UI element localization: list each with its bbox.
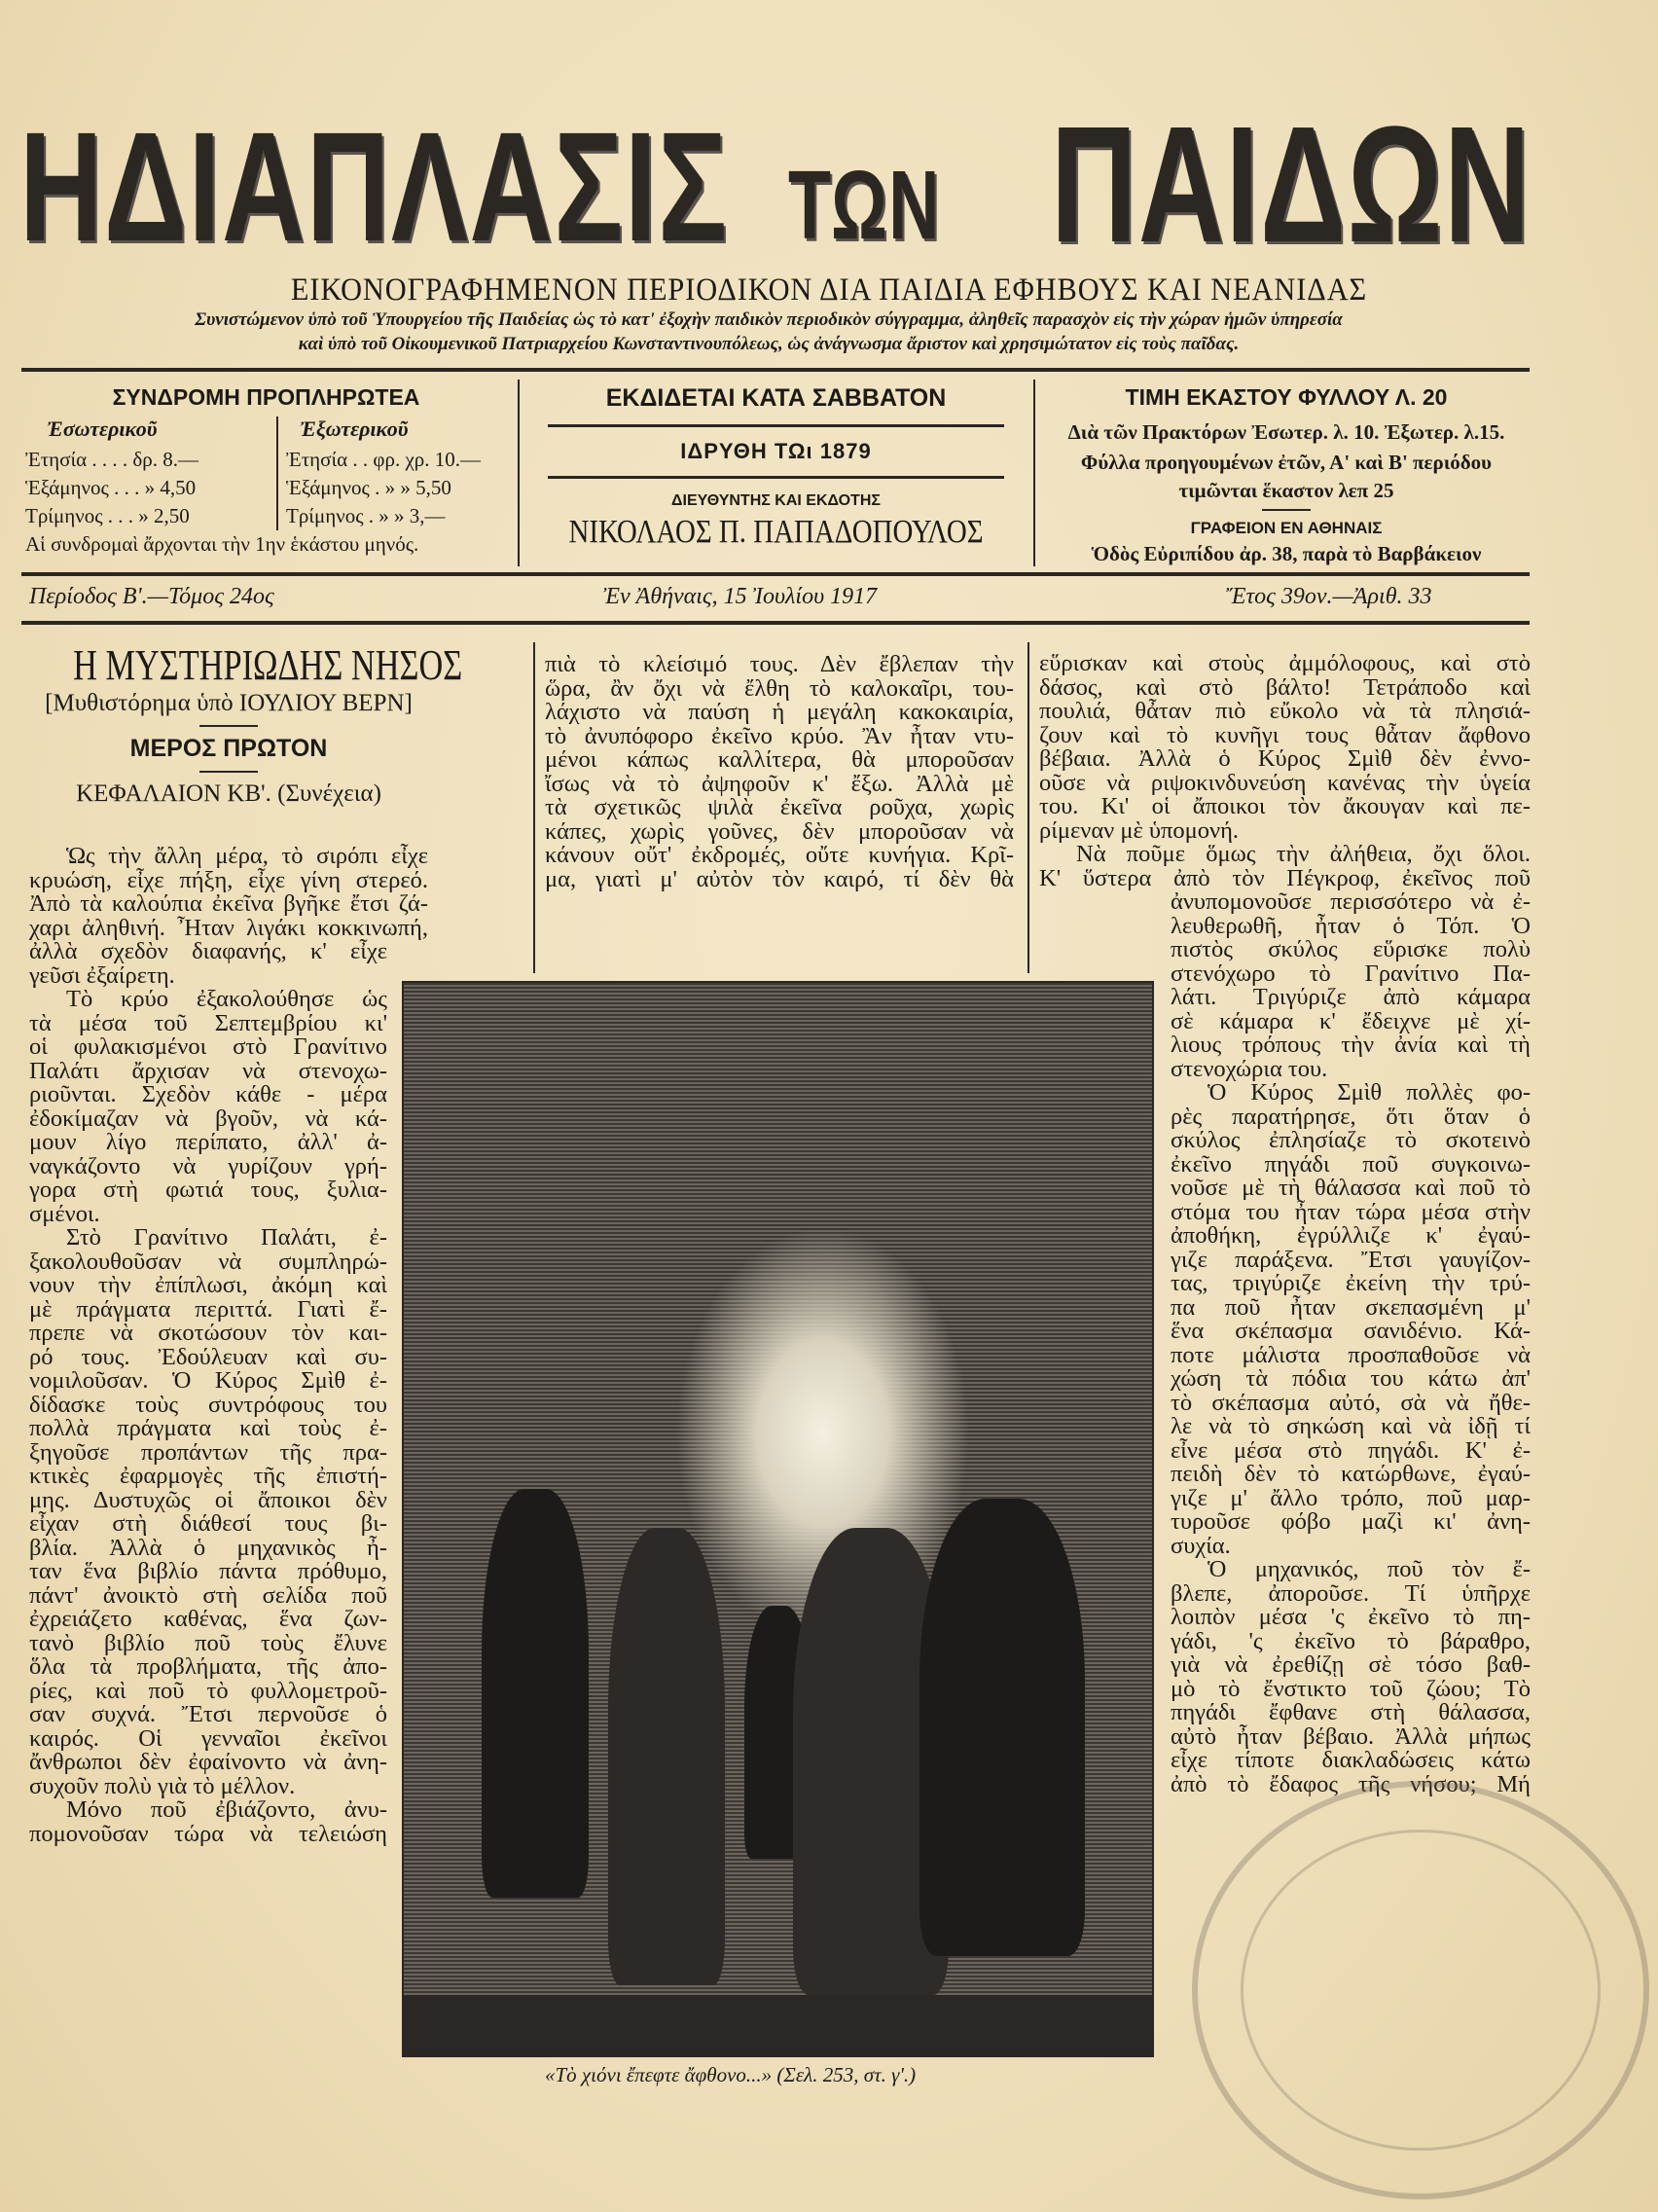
- subscription-note: Αἱ συνδρομαὶ ἄρχονται τὴν 1ην ἑκάστου μηνός.: [25, 532, 419, 556]
- text-line: μένοι κάπως καλλίτερα, θὰ μποροῦσαν: [545, 746, 1014, 773]
- publication-schedule: ΕΚΔΙΔΕΤΑΙ ΚΑΤΑ ΣΑΒΒΑΤΟΝ: [605, 384, 947, 412]
- divider: [518, 380, 520, 566]
- text-line: λευθερωθῆ, ἦταν ὁ Τόπ. Ὁ: [1171, 912, 1531, 939]
- rate-row: Ἑξάμηνος . . . » 4,50: [25, 476, 197, 499]
- text-line: ὥρα, ἂν ὄχι νὰ ἔλθη τὸ καλοκαῖρι, του-: [545, 674, 1014, 702]
- subscription-box: [25, 384, 507, 557]
- cave-floor: [404, 1995, 1152, 2055]
- text-line: αὐτὸ ἦταν βέβαιο. Ἀλλὰ μήπως: [1171, 1722, 1531, 1750]
- text-line: τὰ μέσα τοῦ Σεπτεμβρίου κι': [29, 1009, 387, 1036]
- text-line: ἐδοκίμαζαν νὰ βγοῦν, νὰ κά-: [29, 1105, 387, 1132]
- text-line: οἱ φυλακισμένοι στὸ Γρανίτινο: [29, 1033, 387, 1060]
- text-line: κτικὲς ἐφαρμογὲς τῆς ἐπιστή-: [29, 1463, 387, 1489]
- text-line: κρυώση, εἶχε πήξη, εἶχε γίνη στερεό.: [29, 866, 428, 893]
- illustration-cave-snow: [402, 981, 1154, 2057]
- text-line: ποτε μάλιστα προσπαθοῦσε νὰ: [1171, 1341, 1531, 1368]
- column-divider: [533, 642, 535, 973]
- text-line: Τὸ κρύο ἐξακολούθησε ὡς: [66, 986, 387, 1012]
- text-line: λοιπὸν μέσα 'ς ἐκεῖνο τὸ πη-: [1171, 1604, 1531, 1630]
- text-line: μουν λίγο περίπατο, ἀλλ' ἀ-: [29, 1129, 387, 1155]
- text-line: ἀνυπομονοῦσε περισσότερο νὰ ἐ-: [1171, 888, 1531, 915]
- masthead-tagline-1: Συνιστώμενον ὑπὸ τοῦ Ὑπουργείου τῆς Παιδείας ὡς τὸ κατ' ἐξοχὴν παιδικὸν περιοδικὸν σύγγραμμα, ἀληθεῖς παρασχὸν εἰς τὴν χώραν ἡμῶν ὑπηρεσία: [195, 309, 1343, 330]
- text-line: κάνουν οὔτ' ἐκδρομές, οὔτε κυνήγια. Κρῖ-: [545, 842, 1014, 868]
- text-line: εἶχαν στὴ διάθεσί τους βι-: [29, 1510, 387, 1537]
- issue-period: Περίοδος Β'.—Τόμος 24ος: [29, 584, 274, 609]
- text-line: ἀλλὰ σχεδὸν διαφανής, κ' εἶχε: [29, 938, 387, 964]
- rate-row: Τρίμηνος . » » 3,—: [286, 504, 446, 527]
- figure-silhouette: [608, 1528, 725, 1985]
- text-line: Ὁ μηχανικός, ποῦ τὸν ἔ-: [1207, 1556, 1531, 1582]
- text-line: δάσος, καὶ στὸ βάλτο! Τετράποδο καὶ: [1039, 673, 1531, 701]
- text-line: νουν τὴν ἐπίπλωσι, ἀκόμη καὶ: [29, 1272, 387, 1298]
- subscription-heading: ΣΥΝΔΡΟΜΗ ΠΡΟΠΛΗΡΩΤΕΑ: [112, 384, 420, 410]
- text-line: μης. Δυστυχῶς οἱ ἄποικοι δὲν: [29, 1486, 387, 1513]
- text-line: πουλιά, θἆταν πιὸ εὔκολο νὰ τὰ πλησιά-: [1039, 698, 1531, 724]
- text-line: γορα στὴ φωτιά τους, ξυλια-: [29, 1177, 387, 1203]
- library-stamp-inner-ring: [1241, 1830, 1601, 2151]
- text-line: πα ποῦ ἦταν σκεπασμένη μ': [1171, 1293, 1531, 1321]
- text-line: ριοῦνται. Σχεδὸν κάθε - μέρα: [29, 1081, 387, 1107]
- price-heading: ΤΙΜΗ ΕΚΑΣΤΟΥ ΦΥΛΛΟΥ Λ. 20: [1125, 384, 1448, 410]
- text-line: ἐκεῖνο πηγάδι ποῦ συγκοινω-: [1171, 1150, 1531, 1178]
- text-line: πρεπε νὰ σκοτώσουν τὸν και-: [29, 1320, 387, 1346]
- text-line: πομονοῦσαν τώρα νὰ τελειώση: [29, 1820, 387, 1847]
- text-line: ζουν καὶ τὸ κυνῆγι τους θἆταν ἄφθονο: [1039, 721, 1531, 748]
- figure-silhouette: [482, 1489, 589, 1898]
- text-line: καιρός. Οἱ γενναῖοι ἐκεῖνοι: [29, 1724, 387, 1752]
- text-line: συχοῦν πολὺ γιὰ τὸ μέλλον.: [29, 1772, 296, 1799]
- divider: [21, 368, 1530, 372]
- foreign-label: Ἐξωτερικοῦ: [300, 417, 409, 441]
- text-line: λε νὰ τὸ σηκώση καὶ νὰ ἰδῇ τί: [1171, 1413, 1531, 1439]
- text-line: στενόχωρο τὸ Γρανίτινο Πα-: [1171, 960, 1531, 987]
- text-line: γιὰ νὰ ἐρεθίζῃ σὲ τόσο βαθ-: [1171, 1651, 1531, 1678]
- text-line: δίδασκε τοὺς συντρόφους του: [29, 1391, 387, 1418]
- text-line: Ὁ Κύρος Σμὶθ πολλὲς φο-: [1207, 1079, 1531, 1106]
- text-line: τὰ σχετικῶς ψιλὰ ἐκεῖνα ροῦχα, χωρὶς: [545, 794, 1014, 820]
- text-line: του. Κι' οἱ ἄποικοι τὸν ἄκουγαν καὶ πε-: [1039, 793, 1531, 819]
- masthead-subtitle: ΕΙΚΟΝΟΓΡΑΦΗΜΕΝΟΝ ΠΕΡΙΟΔΙΚΟΝ ΔΙΑ ΠΑΙΔΙΑ ΕΦΗΒΟΥΣ ΚΑΙ ΝΕΑΝΙΔΑΣ: [290, 272, 1368, 308]
- text-line: ὅλα τὰ προβλήματα, τῆς ἀπο-: [29, 1653, 387, 1680]
- domestic-label: Ἐσωτερικοῦ: [47, 417, 158, 441]
- text-line: κάπες, χωρὶς γοῦνες, δὲν μποροῦσαν νὰ: [545, 817, 1014, 845]
- text-line: χαρι ἀληθινή. Ἦταν λιγάκι κοκκινωπή,: [29, 914, 428, 941]
- text-line: γιζε μ' ἄλλο τρόπο, ποῦ μαρ-: [1171, 1484, 1531, 1511]
- text-line: Ὡς τὴν ἄλλη μέρα, τὸ σιρόπι εἶχε: [66, 843, 428, 869]
- text-line: ξηγοῦσε προπάντων τῆς πρα-: [29, 1438, 387, 1466]
- rate-row: Ἑξάμηνος . » » 5,50: [286, 476, 451, 499]
- rate-row: Ἐτησία . . φρ. χρ. 10.—: [286, 448, 482, 471]
- text-line: Ἀπὸ τὰ καλούπια ἐκεῖνα βγῆκε ἔτσι ζά-: [29, 890, 428, 917]
- logo-text-ton: ΤΩΝ: [788, 151, 941, 260]
- agents-price: Διὰ τῶν Πρακτόρων Ἐσωτερ. λ. 10. Ἐξωτερ. λ.15.: [1067, 420, 1505, 444]
- logo-text-diaplasis: ΗΔΙΑΠΛΑΣΙΣ: [19, 99, 729, 273]
- text-line: τανὸ βιβλίο ποῦ τοὺς ἔλυνε: [29, 1629, 387, 1656]
- text-line: ἴσως νὰ τὸ ἀψηφοῦν κ' ἔξω. Ἀλλὰ μὲ: [545, 770, 1014, 797]
- text-line: πειδὴ δὲν τὸ κατώρθωνε, ἐγαύ-: [1171, 1461, 1531, 1487]
- divider: [21, 572, 1530, 576]
- text-line: ρίες, καὶ ποῦ τὸ φυλλομετροῦ-: [29, 1677, 387, 1704]
- text-line: τυροῦσε φόβο μαζὶ κι' ἀνη-: [1171, 1508, 1531, 1535]
- founded-year: ΙΔΡΥΘΗ ΤΩι 1879: [680, 439, 872, 463]
- text-line: σμένοι.: [29, 1200, 100, 1227]
- text-line: Μόνο ποῦ ἐβιάζοντο, ἀνυ-: [66, 1796, 387, 1823]
- text-line: πηγάδι ἔφθανε στὴ θάλασσα,: [1171, 1699, 1531, 1725]
- issue-date: Ἐν Ἀθήναις, 15 Ἰουλίου 1917: [603, 584, 878, 609]
- text-line: βλεπε, ἀποροῦσε. Τί ὑπῆρχε: [1171, 1579, 1531, 1607]
- text-line: εὕρισκαν καὶ στοὺς ἀμμόλοφους, καὶ στὸ: [1039, 650, 1531, 676]
- text-line: Παλάτι ἄρχισαν νὰ στενοχω-: [29, 1057, 387, 1084]
- text-line: ξακολουθοῦσαν νὰ συμπληρώ-: [29, 1248, 387, 1275]
- article-chapter: ΚΕΦΑΛΑΙΟΝ ΚΒ'. (Συνέχεια): [76, 780, 381, 807]
- text-line: συχία.: [1171, 1532, 1231, 1559]
- text-line: λάτι. Τριγύριζε ἀπὸ κάμαρα: [1171, 984, 1531, 1010]
- text-line: σὲ κάμαρα κ' ἔδειχνε μὲ χί-: [1171, 1007, 1531, 1034]
- director-label: ΔΙΕΥΘΥΝΤΗΣ ΚΑΙ ΕΚΔΟΤΗΣ: [671, 492, 881, 509]
- text-line: νοῦσε μὲ τὴ θάλασσα καὶ ποῦ τὸ: [1171, 1175, 1531, 1201]
- text-line: μὲ πράγματα περιττά. Γιατὶ ἔ-: [29, 1295, 387, 1323]
- text-line: ναγκάζοντο νὰ γυρίζουν γρή-: [29, 1152, 387, 1179]
- text-line: μα, γιατὶ μ' αὐτὸν τὸν καιρό, τί δὲν θὰ: [545, 865, 1014, 892]
- rate-row: Ἐτησία . . . . δρ. 8.—: [25, 448, 198, 471]
- text-line: τὸ ἀνυπόφορο ἐκεῖνο κρύο. Ἂν ἦταν ντυ-: [545, 722, 1014, 749]
- article-column-1: [29, 841, 428, 1847]
- text-line: ρό τους. Ἐδούλευαν καὶ συ-: [29, 1343, 387, 1370]
- back-issues-line-2: τιμῶνται ἕκαστον λεπ 25: [1178, 479, 1394, 502]
- illustration-caption: «Τὸ χιόνι ἔπεφτε ἄφθονο...» (Σελ. 253, στ. γ'.): [545, 2063, 917, 2086]
- text-line: ρίμεναν μὲ ὑπομονή.: [1039, 816, 1240, 844]
- rate-row: Τρίμηνος . . . » 2,50: [25, 504, 190, 527]
- text-line: γάδι, 'ς ἐκεῖνο τὸ βάραθρο,: [1171, 1627, 1531, 1654]
- text-line: γεῦσι ἐξαίρετη.: [29, 961, 175, 989]
- text-line: οῦσε νὰ ριψοκινδυνεύση κανένας τὴν ὑγεία: [1039, 769, 1531, 796]
- text-line: ἕνα σκέπασμα σανιδένιο. Κά-: [1171, 1318, 1531, 1344]
- text-line: ἀποθήκη, ἐγρύλλιζε κ' ἐγαύ-: [1171, 1222, 1531, 1249]
- text-line: πάντ' ἀνοικτὸ στὴ σελίδα ποῦ: [29, 1581, 387, 1609]
- text-line: ταν ἕνα βιβλίο πάντα πρόθυμο,: [29, 1558, 387, 1584]
- text-line: Νὰ ποῦμε ὅμως τὴν ἀλήθεια, ὄχι ὅλοι.: [1076, 841, 1531, 867]
- article-header: [29, 640, 463, 808]
- article-column-2: [545, 649, 1014, 892]
- masthead-logo: [19, 90, 1532, 277]
- domestic-rates: [25, 417, 278, 530]
- logo-text-paidon: ΠΑΙΔΩΝ: [1051, 92, 1532, 277]
- text-line: στενοχώρια του.: [1171, 1055, 1328, 1082]
- text-line: χώση τὰ πόδια του κάτω ἀπ': [1171, 1365, 1531, 1392]
- text-line: βλία. Ἀλλὰ ὁ μηχανικὸς ἦ-: [29, 1534, 387, 1561]
- text-line: εἶχε τίποτε διακλαδώσεις κάτω: [1171, 1747, 1531, 1773]
- text-line: Στὸ Γρανίτινο Παλάτι, ἐ-: [66, 1224, 387, 1251]
- text-line: εἶνε μέσα στὸ πηγάδι. Κ' ἐ-: [1171, 1436, 1531, 1464]
- text-line: τὸ σκέπασμα αὐτό, σὰ νὰ ἤθε-: [1171, 1389, 1531, 1416]
- text-line: μὸ τὸ ἔνστικτο τοῦ ζώου; Τὸ: [1171, 1675, 1531, 1702]
- office-label: ΓΡΑΦΕΙΟΝ ΕΝ ΑΘΗΝΑΙΣ: [1190, 519, 1383, 537]
- text-line: σκύλος ἐπλησίαζε τὸ σκοτεινὸ: [1171, 1127, 1531, 1153]
- text-line: τας, τριγύριζε ἐκείνη τὴν τρύ-: [1171, 1270, 1531, 1296]
- article-title: Η ΜΥΣΤΗΡΙΩΔΗΣ ΝΗΣΟΣ: [73, 641, 463, 689]
- divider: [21, 621, 1530, 625]
- text-line: γιζε παράξενα. Ἔτσι γαυγίζον-: [1171, 1246, 1531, 1273]
- back-issues-line-1: Φύλλα προηγουμένων ἐτῶν, Α' καὶ Β' περιόδου: [1080, 451, 1493, 474]
- text-line: πιστὸς σκύλος εὕρισκε πολὺ: [1171, 936, 1531, 962]
- text-line: λιους τρόπους τὴν ἀνία καὶ τὴ: [1171, 1032, 1531, 1058]
- text-line: νομιλοῦσαν. Ὁ Κύρος Σμὶθ ἐ-: [29, 1367, 387, 1394]
- figure-silhouette: [919, 1499, 1085, 1956]
- divider: [1033, 380, 1035, 566]
- text-line: στόμα του ἦταν τώρα μέσα στὴν: [1171, 1198, 1531, 1225]
- office-address: Ὁδὸς Εὐριπίδου ἀρ. 38, παρὰ τὸ Βαρβάκειον: [1091, 542, 1482, 565]
- text-line: σαν συχνά. Ἔτσι περνοῦσε ὁ: [29, 1701, 387, 1727]
- price-box: [1043, 384, 1530, 566]
- text-line: ἐχρειάζετο καθένας, ἕνα ζων-: [29, 1606, 387, 1632]
- text-line: πολλὰ πράγματα καὶ τοὺς ἐ-: [29, 1415, 387, 1441]
- foreign-rates: [278, 417, 481, 530]
- publication-box: [530, 384, 1022, 551]
- masthead-tagline-2: καὶ ὑπὸ τοῦ Οἰκουμενικοῦ Πατριαρχείου Κωνσταντινουπόλεως, ὡς ἀνάγνωσμα ἄριστον καὶ χρησιμώτατον εἰς τοὺς παῖδας.: [298, 334, 1240, 354]
- article-part: ΜΕΡΟΣ ΠΡΩΤΟΝ: [129, 735, 328, 762]
- director-name: ΝΙΚΟΛΑΟΣ Π. ΠΑΠΑΔΟΠΟΥΛΟΣ: [568, 514, 984, 550]
- text-line: πιὰ τὸ κλείσιμό τους. Δὲν ἔβλεπαν τὴν: [545, 651, 1014, 677]
- issue-year-number: Ἔτος 39ον.—Ἀριθ. 33: [1226, 584, 1432, 609]
- text-line: ἀπὸ τὸ ἔδαφος τῆς νήσου; Μή: [1171, 1770, 1531, 1797]
- text-line: ρὲς παρατήρησε, ὅτι ὅταν ὁ: [1171, 1103, 1531, 1130]
- text-line: Κ' ὕστερα ἀπὸ τὸν Πέγκροφ, ἐκεῖνος ποῦ: [1039, 864, 1531, 891]
- text-line: λάχιστο νὰ παύση ἡ μεγάλη κακοκαιρία,: [545, 699, 1014, 725]
- text-line: βέβαια. Ἀλλὰ ὁ Κύρος Σμὶθ δὲν ἐννο-: [1039, 745, 1531, 772]
- text-line: ἄνθρωποι δὲν ἐφαίνοντο νὰ ἀνη-: [29, 1749, 387, 1775]
- column-divider: [1027, 642, 1029, 973]
- article-byline: [Μυθιστόρημα ὑπὸ ΙΟΥΛΙΟΥ ΒΕΡΝ]: [45, 690, 413, 716]
